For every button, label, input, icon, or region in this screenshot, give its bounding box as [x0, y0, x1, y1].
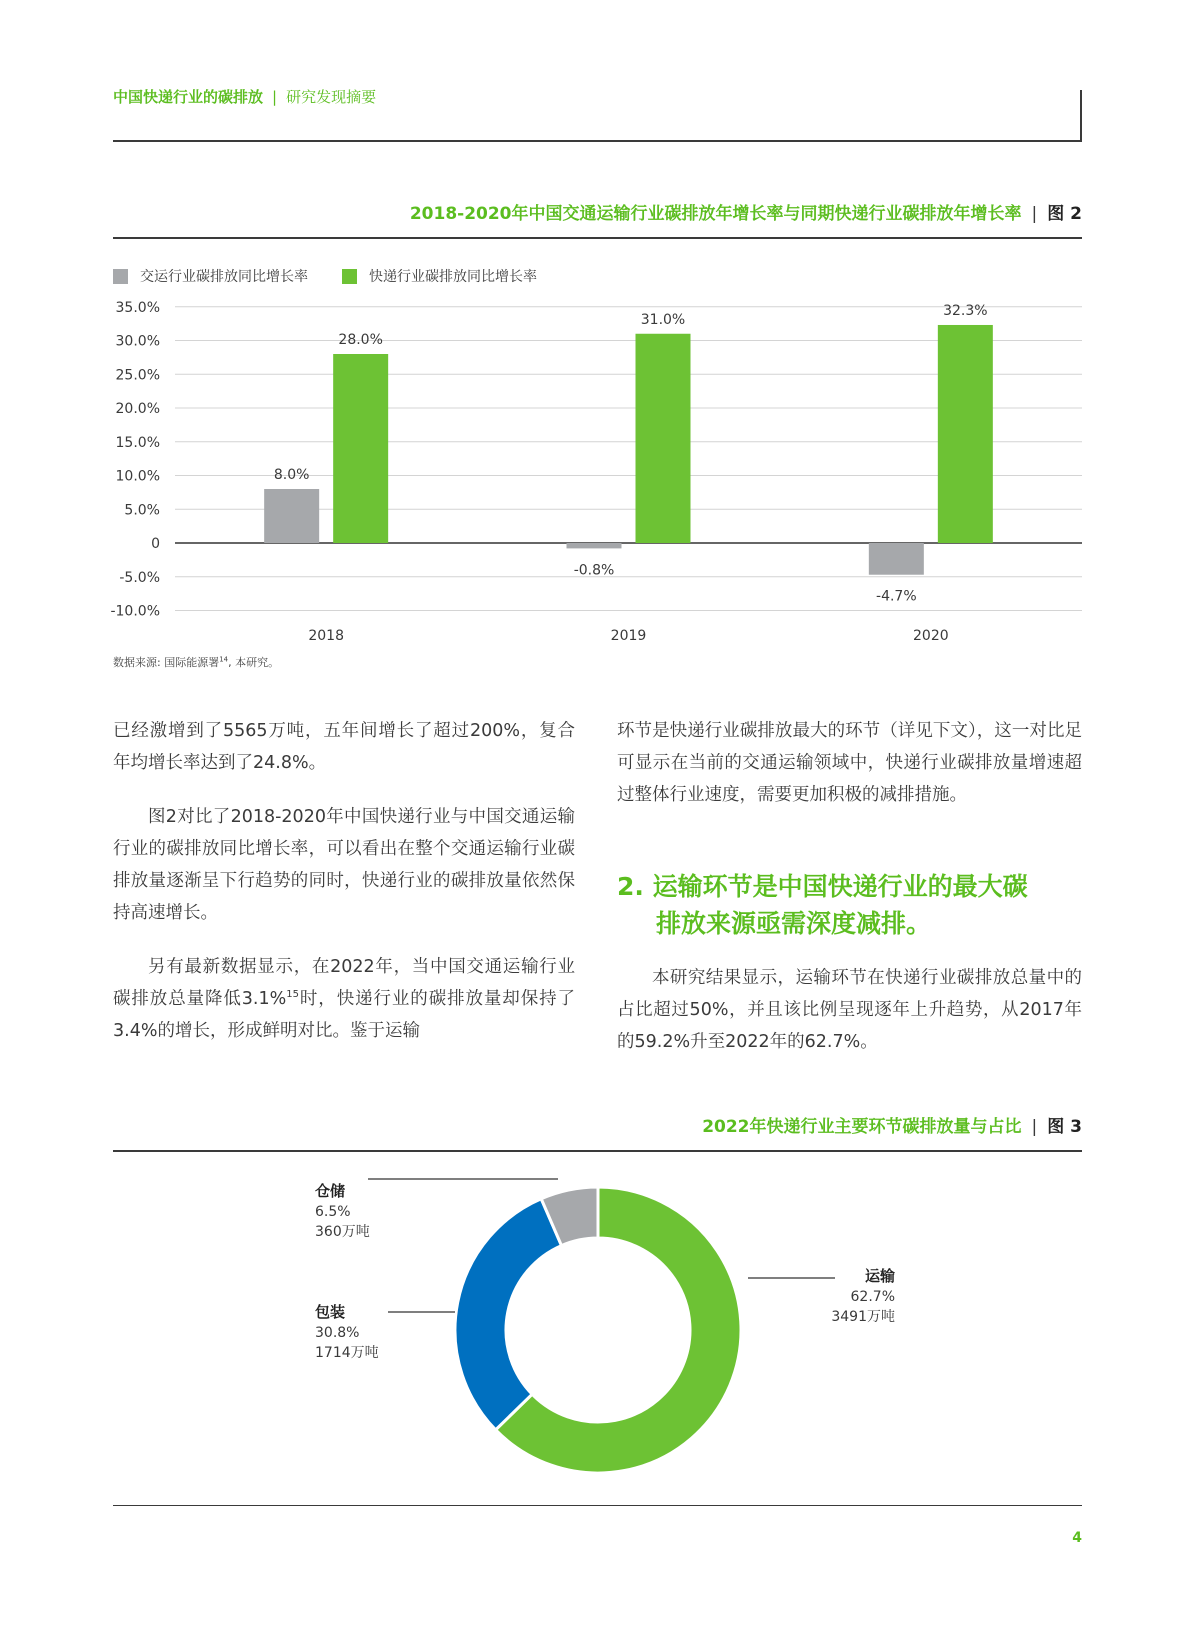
bar-value-label: 31.0% [640, 311, 686, 328]
slice-name-label: 仓储 [315, 1182, 346, 1200]
bar-transport-2020 [869, 543, 924, 575]
bar-value-label: 8.0% [273, 467, 310, 483]
header-separator: | [272, 88, 278, 106]
left-paragraph-2: 图2对比了2018-2020年中国快递行业与中国交通运输行业的碳排放同比增长率，可以看出在整个交通运输行业碳排放量逐渐呈下行趋势的同时，快递行业的碳排放量依然保持高速增长。 [113, 807, 575, 923]
donut-slice-1 [455, 1199, 561, 1430]
footnote-ref-15: 15 [286, 989, 299, 1001]
bar-value-label: -4.7% [876, 588, 917, 605]
slice-name-label: 包装 [315, 1303, 346, 1321]
bar-express-2019 [636, 334, 691, 543]
bar-value-label: 28.0% [338, 332, 383, 348]
figure2-source [113, 654, 279, 670]
y-tick-label: 5.0% [124, 502, 160, 519]
right-column-bottom [617, 962, 1082, 1058]
heading-line-1: 2. 运输环节是中国快递行业的最大碳 [617, 872, 1028, 901]
bar-express-2018 [333, 354, 388, 543]
bar-chart [0, 0, 1200, 660]
section-heading-2 [617, 868, 1028, 942]
legend-label-transport: 交运行业碳排放同比增长率 [140, 269, 308, 285]
figure2-title-separator: | [1031, 204, 1038, 224]
x-tick-label: 2020 [913, 628, 949, 644]
figure3-rule [113, 1150, 1082, 1152]
left-paragraph-3b: 时，快递行业的碳排放量却保持了3.4%的增长，形成鲜明对比。鉴于运输 [113, 989, 575, 1041]
figure2-number: 图 2 [1047, 204, 1082, 224]
bar-express-2020 [938, 325, 993, 543]
figure3-title-separator: | [1031, 1117, 1038, 1137]
source-text: 数据来源: 国际能源署 [113, 656, 220, 669]
bar-transport-2019 [567, 543, 622, 548]
y-tick-label: -5.0% [119, 569, 160, 586]
slice-amount-label: 360万吨 [315, 1224, 370, 1240]
x-tick-label: 2018 [308, 628, 344, 644]
right-paragraph-1: 环节是快递行业碳排放最大的环节（详见下文），这一对比足可显示在当前的交通运输领域中，快递行业碳排放量增速超过整体行业速度，需要更加积极的减排措施。 [617, 721, 1082, 805]
figure2-title-text: 2018-2020年中国交通运输行业碳排放年增长率与同期快递行业碳排放年增长率 [409, 204, 1022, 224]
bar-transport-2018 [264, 489, 319, 543]
section-title: 研究发现摘要 [286, 88, 377, 106]
source-ref: 14 [219, 655, 229, 664]
y-tick-label: 35.0% [115, 299, 160, 316]
y-tick-label: -10.0% [110, 603, 160, 620]
y-tick-label: 10.0% [115, 468, 160, 485]
left-paragraph-3a: 另有最新数据显示，在2022年，当中国交通运输行业碳排放总量降低3.1% [113, 957, 575, 1009]
donut-chart [0, 1160, 1200, 1500]
y-tick-label: 15.0% [115, 434, 160, 451]
figure3-title [702, 1112, 1082, 1137]
page-number: 4 [1072, 1530, 1082, 1546]
bar-value-label: -0.8% [573, 562, 615, 579]
legend-label-express: 快递行业碳排放同比增长率 [369, 269, 537, 285]
source-suffix: , 本研究。 [228, 656, 280, 669]
slice-name-label: 运输 [864, 1267, 895, 1285]
y-tick-label: 0 [151, 536, 160, 552]
x-tick-label: 2019 [610, 628, 647, 644]
figure3-number: 图 3 [1047, 1117, 1082, 1137]
bar-value-label: 32.3% [943, 302, 988, 319]
y-tick-label: 25.0% [115, 367, 160, 384]
slice-percent-label: 62.7% [850, 1289, 895, 1305]
left-paragraph-1: 已经激增到了5565万吨，五年间增长了超过200%，复合年均增长率达到了24.8%。 [113, 721, 575, 773]
slice-percent-label: 30.8% [315, 1325, 360, 1341]
bottom-rule [113, 1505, 1082, 1506]
left-column [113, 715, 575, 1047]
slice-amount-label: 3491万吨 [831, 1309, 895, 1325]
figure3-title-text: 2022年快递行业主要环节碳排放量与占比 [702, 1117, 1022, 1137]
heading-line-2: 排放来源亟需深度减排。 [656, 909, 932, 938]
right-column-top [617, 715, 1082, 811]
report-title: 中国快递行业的碳排放 [113, 88, 264, 106]
slice-percent-label: 6.5% [315, 1204, 351, 1220]
y-tick-label: 20.0% [115, 401, 160, 417]
right-paragraph-2: 本研究结果显示，运输环节在快递行业碳排放总量中的占比超过50%，并且该比例呈现逐年上升趋势，从2017年的59.2%升至2022年的62.7%。 [617, 968, 1082, 1052]
left-paragraph-3 [113, 951, 575, 1047]
slice-amount-label: 1714万吨 [315, 1345, 379, 1361]
y-tick-label: 30.0% [115, 333, 160, 350]
